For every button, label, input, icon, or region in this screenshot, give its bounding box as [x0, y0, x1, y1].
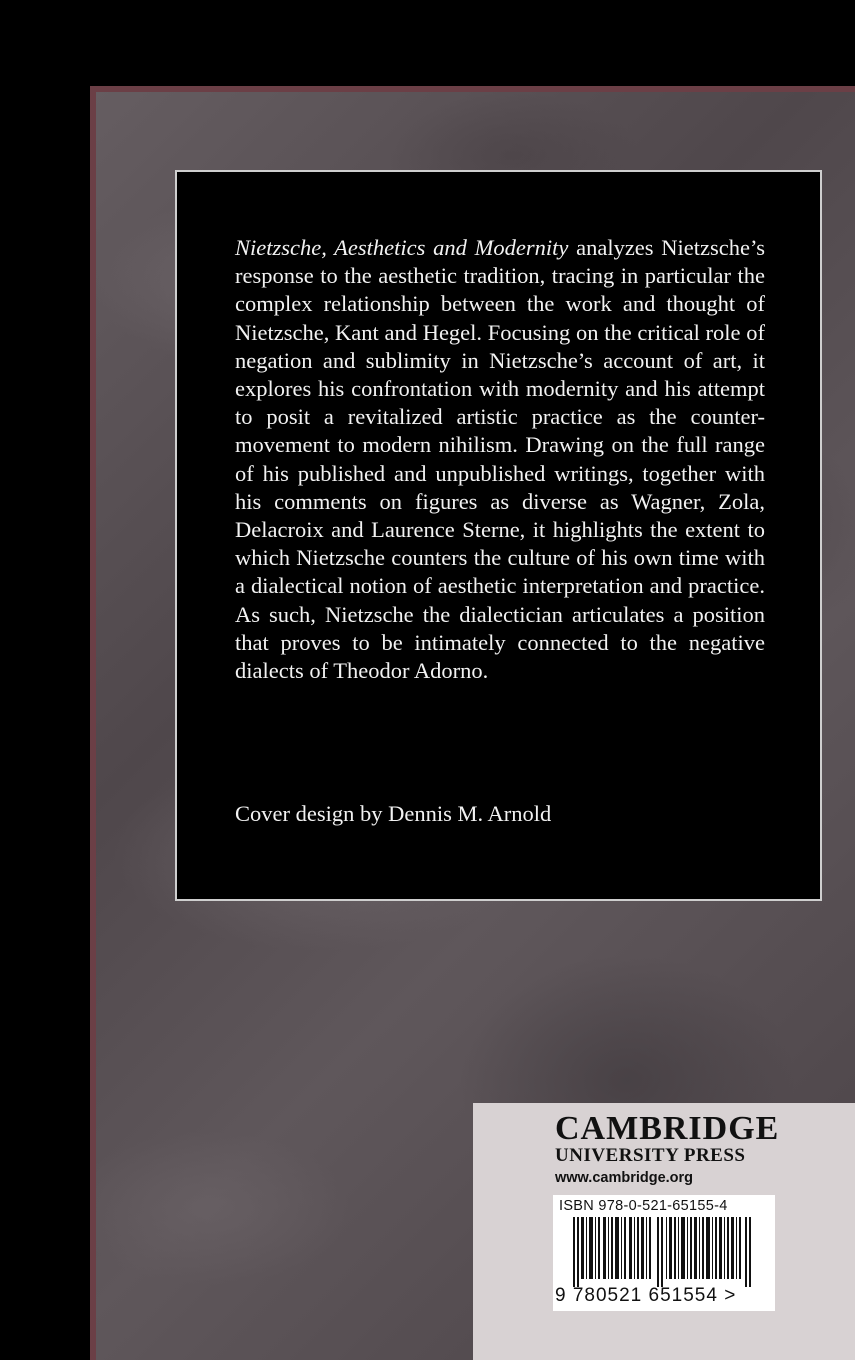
barcode	[553, 1195, 775, 1311]
publisher-panel	[473, 1103, 855, 1360]
publisher-url: www.cambridge.org	[555, 1170, 694, 1186]
isbn-label: ISBN 978-0-521-65155-4	[559, 1198, 728, 1214]
book-title: Nietzsche, Aesthetics and Modernity	[235, 235, 569, 260]
cover-design-credit: Cover design by Dennis M. Arnold	[235, 801, 552, 826]
blurb-box	[175, 170, 822, 901]
blurb-body: analyzes Nietzsche’s response to the aesthetic tradition, tracing in particular the complex relationship between the work and thought of Nietzsche, Kant and Hegel. Focusing on the critical role of negation and sublimity in Nietzsche’s account of art, it explores his confrontation with modernity and his attempt to posit a revitalized artistic practice as the counter-movement to modern nihilism. Drawing on the full range of his published and unpublished writings, together with his comments on figures as diverse as Wagner, Zola, Delacroix and Laurence Sterne, it highlights the extent to which Nietzsche counters the culture of his own time with a dialectical notion of aesthetic interpretation and practice. As such, Nietzsche the dialectician articulates a position that proves to be intimately connected to the negative dialects of Theodor Adorno.	[235, 235, 765, 684]
publisher-name: CAMBRIDGE	[555, 1110, 780, 1147]
barcode-bars-icon	[573, 1217, 753, 1287]
publisher-subtitle: UNIVERSITY PRESS	[555, 1145, 746, 1166]
blurb-text	[235, 234, 765, 685]
barcode-digits: 9 780521 651554 >	[555, 1285, 737, 1306]
